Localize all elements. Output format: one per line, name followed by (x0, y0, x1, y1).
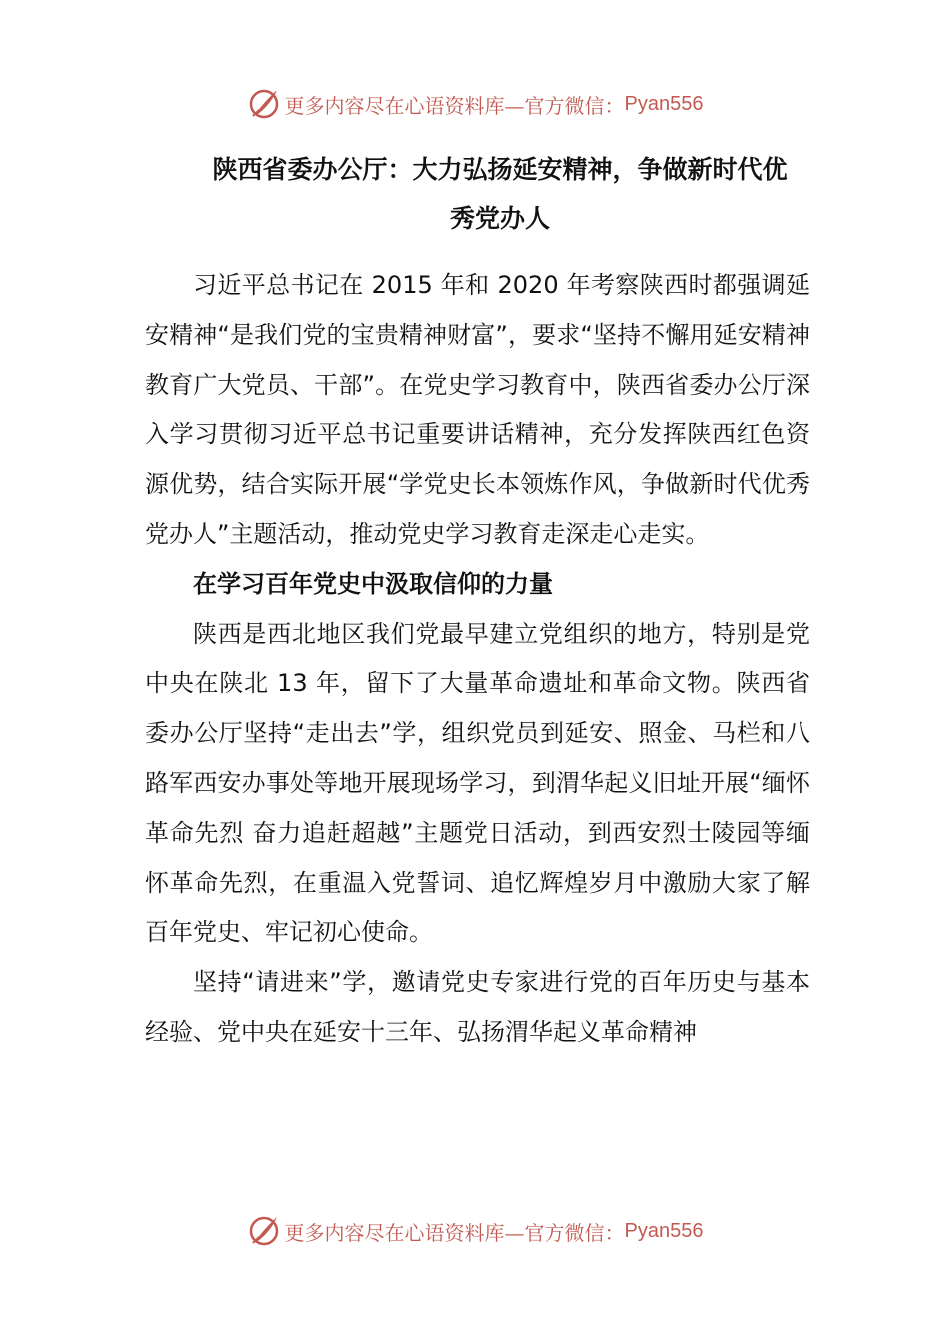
title-line-1: 陕西省委办公厅：大力弘扬延安精神，争做新时代优 (212, 155, 788, 184)
watermark-wechat-id: Pyan556 (624, 1219, 704, 1242)
watermark-text: 更多内容尽在心语资料库—官方微信： (284, 1220, 625, 1245)
quill-logo-icon (247, 87, 281, 121)
document-body (145, 261, 810, 1058)
header-watermark (0, 84, 950, 124)
section-paragraph-2: 坚持“请进来”学，邀请党史专家进行党的百年历史与基本经验、党中央在延安十三年、弘扬渭华起义革命精神 (145, 968, 810, 1046)
watermark-text: 更多内容尽在心语资料库—官方微信： (284, 93, 625, 118)
title-line-2: 秀党办人 (449, 204, 550, 233)
quill-logo-icon (247, 1214, 281, 1248)
section-paragraph-1: 陕西是西北地区我们党最早建立党组织的地方，特别是党中央在陕北 13 年，留下了大量革命遗址和革命文物。陕西省委办公厅坚持“走出去”学，组织党员到延安、照金、马栏和八路军西安办事处等地开展现场学习，到渭华起义旧址开展“缅怀革命先烈 奋力追赶超越”主题党日活动，到西安烈士陵园等缅怀革命先烈，在重温入党誓词、追忆辉煌岁月中激励大家了解百年党史、牢记初心使命。 (145, 619, 810, 947)
footer-watermark (0, 1211, 950, 1251)
section-heading: 在学习百年党史中汲取信仰的力量 (193, 569, 553, 598)
intro-paragraph: 习近平总书记在 2015 年和 2020 年考察陕西时都强调延安精神“是我们党的宝贵精神财富”，要求“坚持不懈用延安精神教育广大党员、干部”。在党史学习教育中，陕西省委办公厅深入学习贯彻习近平总书记重要讲话精神，充分发挥陕西红色资源优势，结合实际开展“学党史长本领炼作风，争做新时代优秀党办人”主题活动，推动党史学习教育走深走心走实。 (145, 271, 810, 548)
watermark-wechat-id: Pyan556 (624, 92, 704, 115)
document-title (170, 145, 830, 243)
